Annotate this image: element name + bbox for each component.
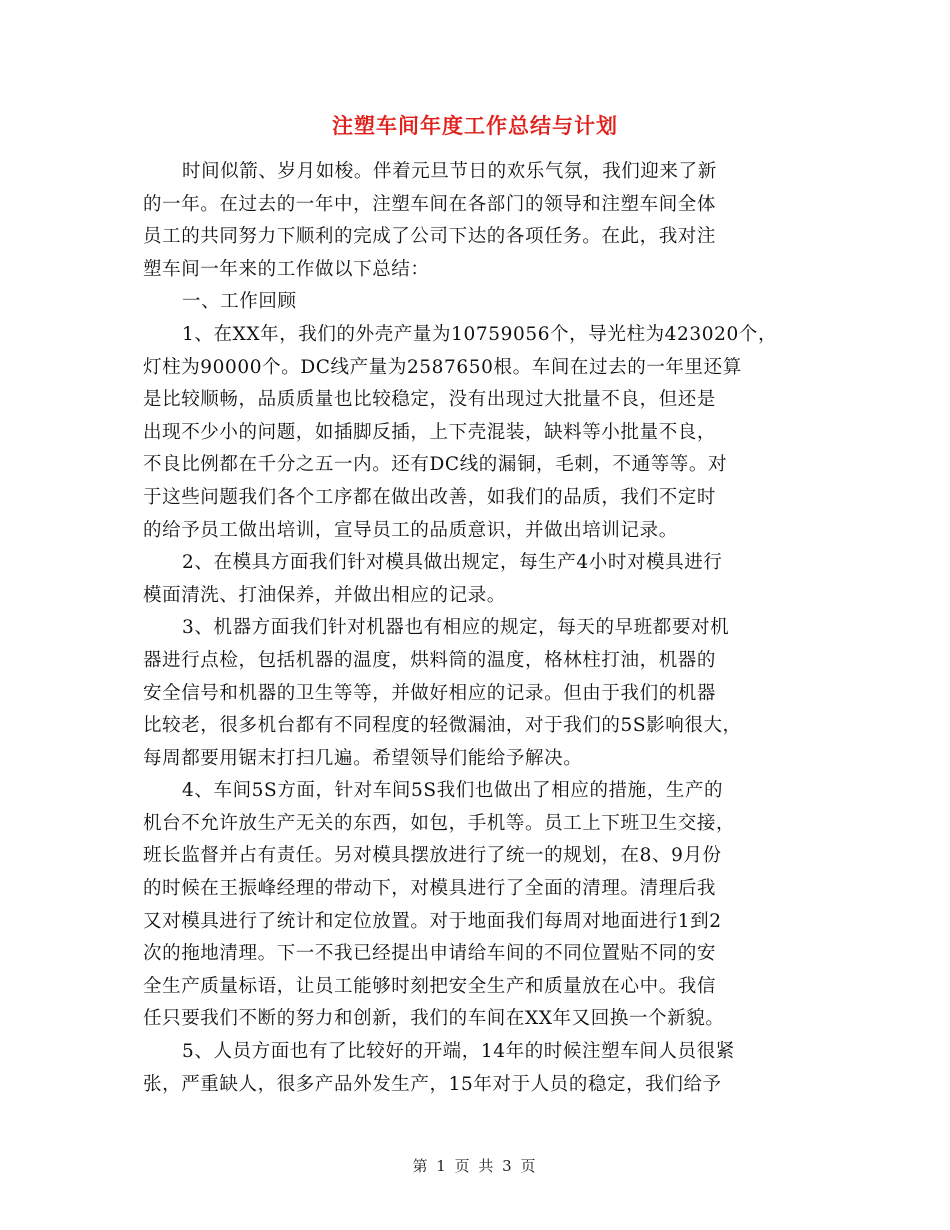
text-line: 的一年。在过去的一年中，注塑车间在各部门的领导和注塑车间全体: [143, 193, 717, 215]
text-line: 模面清洗、打油保养，并做出相应的记录。: [143, 584, 506, 606]
text-line: 的时候在王振峰经理的带动下，对模具进行了全面的清理。清理后我: [143, 878, 717, 900]
text-line: 1、在XX年，我们的外壳产量为10759056个，导光柱为423020个，: [182, 323, 778, 345]
text-line: 灯柱为90000个。DC线产量为2587650根。车间在过去的一年里还算: [143, 356, 742, 378]
text-line: 的给予员工做出培训，宣导员工的品质意识，并做出培训记录。: [143, 519, 678, 541]
text-line: 于这些问题我们各个工序都在做出改善，如我们的品质，我们不定时: [143, 486, 717, 508]
text-line: 是比较顺畅，品质质量也比较稳定，没有出现过大批量不良，但还是: [143, 389, 717, 411]
text-line: 班长监督并占有责任。另对模具摆放进行了统一的规划，在8、9月份: [143, 845, 722, 867]
text-line: 全生产质量标语，让员工能够时刻把安全生产和质量放在心中。我信: [143, 975, 717, 997]
text-line: 张，严重缺人，很多产品外发生产，15年对于人员的稳定，我们给予: [143, 1073, 722, 1095]
text-line: 时间似箭、岁月如梭。伴着元旦节日的欢乐气氛，我们迎来了新: [182, 161, 717, 182]
page-footer: 第 1 页 共 3 页: [412, 1157, 538, 1175]
text-line: 3、机器方面我们针对机器也有相应的规定，每天的早班都要对机: [182, 617, 730, 639]
text-line: 一、工作回顾: [182, 291, 297, 313]
text-line: 次的拖地清理。下一不我已经提出申请给车间的不同位置贴不同的安: [143, 943, 717, 965]
document-title: 注塑车间年度工作总结与计划: [332, 114, 618, 138]
text-line: 安全信号和机器的卫生等等，并做好相应的记录。但由于我们的机器: [143, 682, 717, 704]
text-line: 不良比例都在千分之五一内。还有DC线的漏铜，毛刺，不通等等。对: [143, 454, 728, 476]
document-body: [143, 156, 813, 1101]
text-line: 任只要我们不断的努力和创新，我们的车间在XX年又回换一个新貌。: [143, 1008, 725, 1030]
text-line: 器进行点检，包括机器的温度，烘料筒的温度，格林柱打油，机器的: [143, 649, 717, 671]
text-line: 4、车间5S方面，针对车间5S我们也做出了相应的措施，生产的: [182, 780, 724, 802]
text-line: 出现不少小的问题，如插脚反插，上下壳混装，缺料等小批量不良，: [143, 421, 717, 443]
text-line: 5、人员方面也有了比较好的开端，14年的时候注塑车间人员很紧: [182, 1041, 735, 1063]
text-line: 比较老，很多机台都有不同程度的轻微漏油，对于我们的5S影响很大，: [143, 715, 742, 737]
text-line: 又对模具进行了统计和定位放置。对于地面我们每周对地面进行1到2: [143, 910, 722, 932]
text-line: 员工的共同努力下顺利的完成了公司下达的各项任务。在此，我对注: [143, 226, 717, 248]
text-line: 每周都要用锯末打扫几遍。希望领导们能给予解决。: [143, 747, 583, 769]
text-line: 塑车间一年来的工作做以下总结：: [143, 258, 430, 280]
text-line: 2、在模具方面我们针对模具做出规定，每生产4小时对模具进行: [182, 552, 723, 574]
text-line: 机台不允许放生产无关的东西，如包，手机等。员工上下班卫生交接，: [143, 812, 736, 834]
